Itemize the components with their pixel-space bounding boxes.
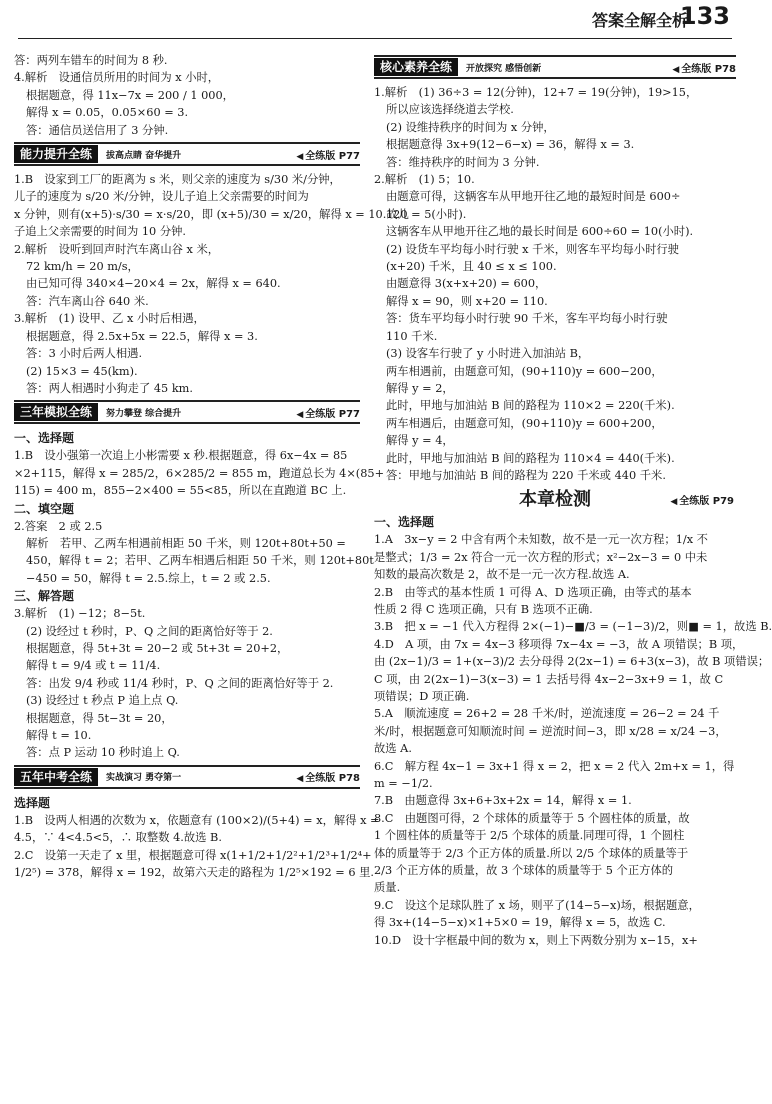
text-line: 3.B 把 x = −1 代入方程得 2×(−1)−■/3 = (−1−3)/2，则■ = 1，故选 B.	[374, 620, 772, 634]
text-line: 8.C 由题图可得，2 个球体的质量等于 5 个圆柱体的质量，故	[374, 811, 690, 825]
text-line: 由题意得 3(x+x+20) = 600，	[386, 277, 547, 291]
section-banner-ability	[14, 142, 360, 166]
text-line: 两车相遇前，由题意可知，(90+110)y = 600−200，	[386, 364, 663, 378]
text-line: 4.5，∵ 4<4.5<5，∴ 取整数 4.故选 B.	[14, 831, 222, 845]
banner-subtitle: 努力攀登 综合提升	[106, 408, 182, 419]
chapter-test-answers	[374, 513, 772, 949]
banner-subtitle: 实战演习 勇夺第一	[106, 773, 182, 784]
right-column	[374, 52, 772, 949]
text-line: 1/2⁵) = 378，解得 x = 192，故第六天走的路程为 1/2⁵×192 = 6 里.	[14, 866, 375, 880]
text-line: 72 km/h = 20 m/s，	[26, 260, 139, 274]
text-line: 2.解析 设听到回声时汽车离山谷 x 米，	[14, 242, 220, 256]
section-banner-core	[374, 55, 736, 79]
text-line: 根据题意得 3x+9(12−6−x) = 36，解得 x = 3.	[386, 138, 635, 152]
text-line: 答：两人相遇时小狗走了 45 km.	[26, 381, 193, 395]
text-line: 答：汽车离山谷 640 米.	[26, 294, 149, 308]
text-line: 6.C 解方程 4x−1 = 3x+1 得 x = 2，把 x = 2 代入 2m+x = 1，得	[374, 759, 735, 773]
banner-reference: ◀ 全练版 P78	[296, 773, 360, 785]
text-line: 9.C 设这个足球队胜了 x 场，则平了(14−5−x)场，根据题意，	[374, 898, 700, 912]
text-line: (3) 设经过 t 秒点 P 追上点 Q.	[26, 694, 179, 708]
text-line: (2) 设维持秩序的时间为 x 分钟，	[386, 120, 555, 134]
text-line: 故选 A.	[374, 742, 412, 756]
text-line: 2/3 个正方体的质量，故 3 个球体的质量等于 5 个正方体的	[374, 864, 674, 878]
chapter-test-heading	[374, 486, 736, 510]
subsection-heading: 一、选择题	[374, 515, 435, 530]
text-line: 此时，甲地与加油站 B 间的路程为 110×4 = 440(千米).	[386, 451, 675, 465]
text-line: 120 = 5(小时).	[386, 207, 467, 221]
banner-reference: ◀ 全练版 P78	[672, 63, 736, 75]
subsection-heading: 三、解答题	[14, 589, 75, 604]
text-line: m = −1/2.	[374, 777, 433, 791]
text-line: 4.解析 设通信员所用的时间为 x 小时，	[14, 71, 220, 85]
text-line: 115) = 400 m，855−2×400 = 55<85，所以在直跑道 BC 上.	[14, 484, 347, 498]
text-line: 解得 t = 10.	[26, 729, 92, 742]
text-line: 解得 x = 0.05，0.05×60 = 3.	[26, 106, 189, 120]
text-line: 由 (2x−1)/3 = 1+(x−3)/2 去分母得 2(2x−1) = 6+3(x−3)，故 B 项错误；	[374, 655, 770, 669]
chapter-reference: ◀ 全练版 P79	[670, 496, 734, 508]
text-line: 3.解析 (1) 设甲、乙 x 小时后相遇，	[14, 312, 205, 326]
banner-tag: 三年模拟全练	[14, 403, 98, 421]
header-rule	[18, 38, 732, 39]
section-banner-three-year	[14, 400, 360, 424]
text-line: 10.D 设十字框最中间的数为 x，则上下两数分别为 x−15，x+	[374, 933, 698, 947]
text-line: 解得 x = 90，则 x+20 = 110.	[386, 294, 548, 308]
text-line: 项错误；D 项正确.	[374, 690, 470, 703]
text-line: 1.解析 (1) 36÷3 = 12(分钟)，12+7 = 19(分钟)，19>15，	[374, 86, 698, 99]
banner-subtitle: 拔高点睛 奋华提升	[106, 150, 182, 161]
banner-tag: 五年中考全练	[14, 768, 98, 786]
banner-reference: ◀ 全练版 P77	[296, 408, 360, 420]
banner-reference: ◀ 全练版 P77	[296, 150, 360, 162]
text-line: 5.A 顺流速度 = 26+2 = 28 千米/时，逆流速度 = 26−2 = 24 千	[374, 707, 720, 721]
arrow-icon: ◀	[672, 64, 680, 75]
subsection-heading: 二、填空题	[14, 501, 75, 516]
banner-subtitle: 开放探究 感悟创新	[466, 63, 542, 74]
text-line: 根据题意，得 11x−7x = 200 / 1 000，	[26, 88, 234, 102]
text-line: 儿子的速度为 s/20 米/分钟，设儿子追上父亲需要的时间为	[14, 190, 309, 204]
text-line: 此时，甲地与加油站 B 间的路程为 110×2 = 220(千米).	[386, 399, 675, 413]
text-line: 4.D A 项，由 7x = 4x−3 移项得 7x−4x = −3，故 A 项错误；B 项，	[374, 637, 744, 651]
text-line: 110 千米.	[386, 329, 438, 343]
banner-tag: 核心素养全练	[374, 58, 458, 76]
text-line: 子追上父亲需要的时间为 10 分钟.	[14, 225, 187, 239]
text-line: 2.答案 2 或 2.5	[14, 519, 103, 533]
subsection-heading: 选择题	[14, 795, 51, 810]
subsection-heading: 一、选择题	[14, 431, 75, 446]
text-line: 答：3 小时后两人相遇.	[26, 347, 143, 361]
text-line: 两车相遇后，由题意可知，(90+110)y = 600+200，	[386, 416, 663, 430]
section-banner-five-year	[14, 765, 360, 789]
text-line: 解析 若甲、乙两车相遇前相距 50 千米，则 120t+80t+50 =	[26, 536, 346, 550]
text-line: 根据题意，得 5t−3t = 20，	[26, 711, 173, 725]
text-line: (3) 设客车行驶了 y 小时进入加油站 B，	[386, 347, 590, 361]
text-line: 450，解得 t = 2；若甲、乙两车相遇后相距 50 千米，则 120t+80t	[26, 554, 374, 568]
text-line: 性质 2 得 C 选项正确，只有 B 选项不正确.	[374, 602, 593, 616]
arrow-icon: ◀	[670, 497, 678, 508]
text-line: 答：甲地与加油站 B 间的路程为 220 千米或 440 千米.	[386, 468, 666, 482]
text-line: 1.B 设小强第一次追上小彬需要 x 秒.根据题意，得 6x−4x = 85	[14, 449, 348, 463]
text-line: (2) 设货车平均每小时行驶 x 千米，则客车平均每小时行驶	[386, 242, 679, 256]
text-line: 质量.	[374, 881, 401, 895]
text-line: 知数的最高次数是 2，故不是一元一次方程.故选 A.	[374, 568, 630, 582]
text-line: 米/时，根据题意可知顺流时间 = 逆流时间−3，即 x/28 = x/24 −3，	[374, 724, 727, 738]
text-line: 根据题意，得 2.5x+5x = 22.5，解得 x = 3.	[26, 329, 258, 343]
page-number: 133	[679, 2, 730, 30]
text-line: 2.C 设第一天走了 x 里，根据题意可得 x(1+1/2+1/2²+1/2³+1/2⁴+	[14, 848, 372, 862]
text-line: 答：货车平均每小时行驶 90 千米，客车平均每小时行驶	[386, 312, 668, 326]
text-line: 是整式；1/3 = 2x 符合一元一次方程的形式；x²−2x−3 = 0 中未	[374, 550, 708, 564]
text-line: (2) 设经过 t 秒时，P、Q 之间的距离恰好等于 2.	[26, 624, 273, 638]
text-line: 这辆客车从甲地开往乙地的最长时间是 600÷60 = 10(小时).	[386, 225, 694, 239]
banner-tag: 能力提升全练	[14, 145, 98, 163]
arrow-icon: ◀	[296, 774, 304, 785]
text-line: 由题意可得，这辆客车从甲地开往乙地的最短时间是 600÷	[386, 190, 681, 204]
text-line: 根据题意，得 5t+3t = 20−2 或 5t+3t = 20+2，	[26, 641, 289, 655]
text-line: 答：两列车错车的时间为 8 秒.	[14, 54, 168, 67]
text-line: 答：出发 9/4 秒或 11/4 秒时，P、Q 之间的距离恰好等于 2.	[26, 676, 334, 690]
text-line: (x+20) 千米，且 40 ≤ x ≤ 100.	[386, 260, 557, 274]
text-line: −450 = 50，解得 t = 2.5.综上，t = 2 或 2.5.	[26, 571, 271, 585]
text-line: 2.解析 (1) 5；10.	[374, 173, 475, 187]
ability-answers	[14, 171, 409, 397]
arrow-icon: ◀	[296, 409, 304, 420]
text-line: 解得 t = 9/4 或 t = 11/4.	[26, 659, 161, 673]
five-year-answers	[14, 794, 380, 882]
text-line: 2.B 由等式的基本性质 1 可得 A、D 选项正确，由等式的基本	[374, 585, 692, 599]
page-header	[0, 0, 750, 40]
text-line: 3.解析 (1) −12；8−5t.	[14, 607, 146, 621]
text-line: 答：通信员送信用了 3 分钟.	[26, 123, 169, 137]
text-line: 解得 y = 4，	[386, 434, 454, 448]
arrow-icon: ◀	[296, 151, 304, 162]
text-line: 答：维持秩序的时间为 3 分钟.	[386, 155, 540, 169]
text-line: 1.A 3x−y = 2 中含有两个未知数，故不是一元一次方程；1/x 不	[374, 533, 708, 547]
text-line: 体的质量等于 2/3 个正方体的质量.所以 2/5 个球体的质量等于	[374, 846, 689, 860]
chapter-title: 本章检测	[519, 489, 591, 511]
three-year-answers	[14, 429, 385, 762]
text-line: (2) 15×3 = 45(km).	[26, 364, 138, 378]
text-line: 1 个圆柱体的质量等于 2/5 个球体的质量.同理可得，1 个圆柱	[374, 829, 685, 843]
text-line: ×2+115，解得 x = 285/2，6×285/2 = 855 m，跑道总长为 4×(85+	[14, 466, 385, 480]
text-line: 所以应该选择绕道去学校.	[386, 103, 514, 117]
text-line: 1.B 设家到工厂的距离为 s 米，则父亲的速度为 s/30 米/分钟，	[14, 173, 341, 187]
text-line: 1.B 设两人相遇的次数为 x，依题意有 (100×2)/(5+4) = x，解得 x =	[14, 813, 380, 827]
text-line: x 分钟，则有(x+5)·s/30 = x·s/20，即 (x+5)/30 = x/20，解得 x = 10.故儿	[14, 207, 409, 221]
header-title: 答案全解全析	[591, 11, 688, 30]
text-line: 由已知可得 340×4−20×4 = 2x，解得 x = 640.	[26, 277, 281, 291]
text-line: 7.B 由题意得 3x+6+3x+2x = 14，解得 x = 1.	[374, 794, 632, 808]
top-answers	[14, 52, 360, 139]
text-line: 解得 y = 2，	[386, 381, 454, 395]
text-line: 得 3x+(14−5−x)×1+5×0 = 19，解得 x = 5，故选 C.	[374, 916, 666, 930]
text-line: 答：点 P 运动 10 秒时追上 Q.	[26, 746, 180, 760]
core-answers	[374, 84, 736, 484]
text-line: C 项，由 2(2x−1)−3(x−3) = 1 去括号得 4x−2−3x+9 = 1，故 C	[374, 672, 724, 686]
